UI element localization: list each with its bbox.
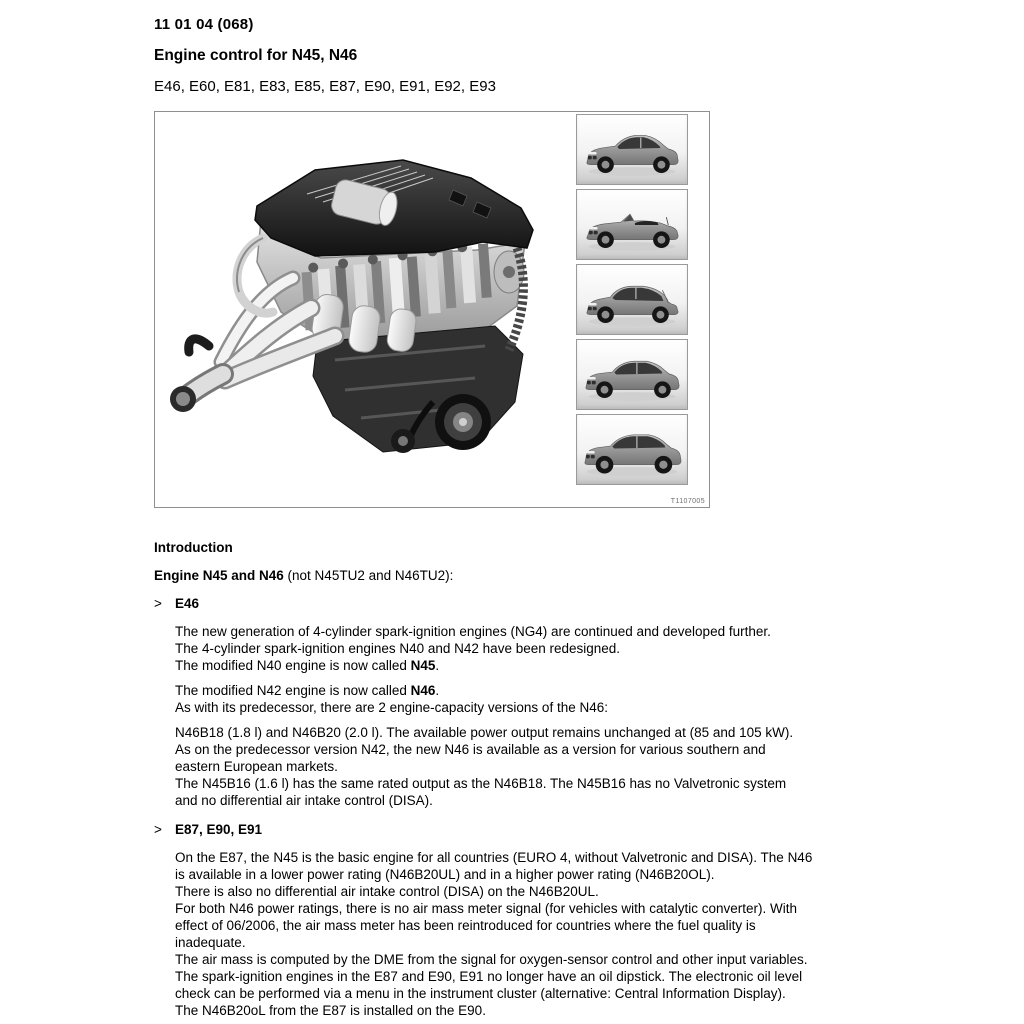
engine-cutaway-icon xyxy=(165,150,575,480)
document-code: 11 01 04 (068) xyxy=(154,16,254,33)
bmw-1-series-hatchback-icon xyxy=(580,269,684,331)
section-body-e46 xyxy=(175,623,894,809)
text-line: The modified N42 engine is now called N46. xyxy=(175,683,440,698)
text-line: effect of 06/2006, the air mass meter has been reintroduced for countries where the fuel quality is xyxy=(175,918,756,933)
subject-bold-text: Engine N45 and N46 xyxy=(154,568,284,583)
bmw-3-series-sedan-icon xyxy=(580,344,684,406)
bmw-5-series-sedan-icon xyxy=(580,419,684,481)
text-line: eastern European markets. xyxy=(175,759,338,774)
text-line: The modified N40 engine is now called N45. xyxy=(175,658,440,673)
section-title-e46: E46 xyxy=(175,596,200,611)
section-heading-e46 xyxy=(154,596,894,611)
document-content xyxy=(154,0,894,1024)
paragraph-e87-1 xyxy=(175,849,894,1019)
thumbnail-bmw-3-series-sedan xyxy=(576,339,688,410)
text-line: As with its predecessor, there are 2 engine-capacity versions of the N46: xyxy=(175,700,608,715)
paragraph-e46-2 xyxy=(175,682,894,716)
text-line: inadequate. xyxy=(175,935,246,950)
text-line: There is also no differential air intake control (DISA) on the N46B20UL. xyxy=(175,884,599,899)
section-marker: > xyxy=(154,596,162,611)
section-body-e87-e90-e91 xyxy=(175,849,894,1019)
engine-subject-line xyxy=(154,568,894,583)
subject-rest-text: (not N45TU2 and N46TU2): xyxy=(283,568,454,583)
text-line: The 4-cylinder spark-ignition engines N40 and N42 have been redesigned. xyxy=(175,641,621,656)
text-line: and no differential air intake control (DISA). xyxy=(175,793,433,808)
bmw-3-series-coupe-icon xyxy=(580,119,684,181)
section-e46 xyxy=(154,596,894,809)
text-line: As on the predecessor version N42, the new N46 is available as a version for various southern and xyxy=(175,742,766,757)
model-list: E46, E60, E81, E83, E85, E87, E90, E91, E92, E93 xyxy=(154,78,496,95)
text-line: N46B18 (1.8 l) and N46B20 (2.0 l). The available power output remains unchanged at (85 and 105 kW). xyxy=(175,725,794,740)
text-line: The N46B20oL from the E87 is installed on the E90. xyxy=(175,1003,486,1018)
section-title-e87-e90-e91: E87, E90, E91 xyxy=(175,822,263,837)
thumbnail-bmw-z4-roadster xyxy=(576,189,688,260)
text-line: The N45B16 (1.6 l) has the same rated output as the N46B18. The N45B16 has no Valvetronic system xyxy=(175,776,787,791)
page-title: Engine control for N45, N46 xyxy=(154,47,358,64)
section-heading-e87-e90-e91 xyxy=(154,822,894,837)
thumbnail-bmw-5-series-sedan xyxy=(576,414,688,485)
text-line: The spark-ignition engines in the E87 and E90, E91 no longer have an oil dipstick. The electronic oil level xyxy=(175,969,803,984)
text-line: The new generation of 4-cylinder spark-ignition engines (NG4) are continued and developed further. xyxy=(175,624,771,639)
bmw-z4-roadster-icon xyxy=(580,194,684,256)
text-line: The air mass is computed by the DME from the signal for oxygen-sensor control and other input variables. xyxy=(175,952,808,967)
text-line: is available in a lower power rating (N46B20UL) and in a higher power rating (N46B20OL). xyxy=(175,867,715,882)
engine-overview-figure xyxy=(154,111,710,508)
text-line: On the E87, the N45 is the basic engine for all countries (EURO 4, without Valvetronic and DISA). The N46 xyxy=(175,850,813,865)
vehicle-thumbnail-column xyxy=(576,114,688,485)
section-e87-e90-e91 xyxy=(154,822,894,1019)
figure-reference-number: T1107005 xyxy=(670,498,705,505)
introduction-heading: Introduction xyxy=(154,540,233,555)
paragraph-e46-1 xyxy=(175,623,894,674)
thumbnail-bmw-3-series-coupe xyxy=(576,114,688,185)
engine-cutaway-illustration xyxy=(165,150,575,480)
section-marker: > xyxy=(154,822,162,837)
thumbnail-bmw-1-series-hatchback xyxy=(576,264,688,335)
text-line: check can be performed via a menu in the instrument cluster (alternative: Central Information Display). xyxy=(175,986,786,1001)
text-line: For both N46 power ratings, there is no air mass meter signal (for vehicles with catalytic converter). With xyxy=(175,901,797,916)
paragraph-e46-3 xyxy=(175,724,894,809)
